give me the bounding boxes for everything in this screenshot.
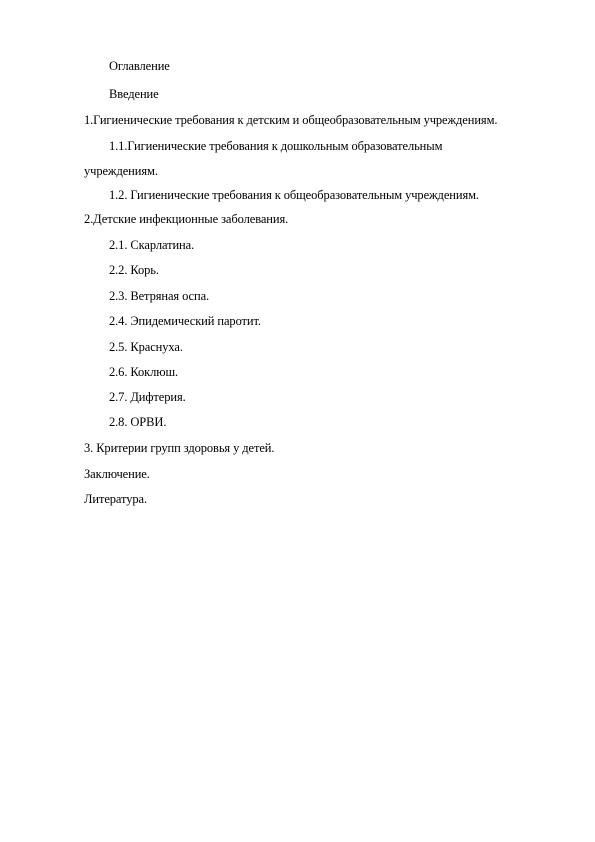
toc-item-2-2: 2.2. Корь. [109,263,159,277]
toc-item-2: 2.Детские инфекционные заболевания. [84,212,289,226]
toc-item-1-2: 1.2. Гигиенические требования к общеобразовательным учреждениям. [109,188,479,202]
toc-item-2-6: 2.6. Коклюш. [109,365,179,379]
toc-item-1: 1.Гигиенические требования к детским и общеобразовательным учреждениям. [84,113,498,127]
toc-item-2-7: 2.7. Дифтерия. [109,390,186,404]
toc-item-2-3: 2.3. Ветряная оспа. [109,289,210,303]
toc-item-3: 3. Критерии групп здоровья у детей. [84,441,275,455]
toc-item-2-8: 2.8. ОРВИ. [109,415,167,429]
toc-item-introduction: Введение [109,87,159,101]
toc-item-2-1: 2.1. Скарлатина. [109,238,195,252]
toc-heading: Оглавление [109,59,170,73]
toc-item-2-4: 2.4. Эпидемический паротит. [109,314,261,328]
toc-item-1-1-continued: учреждениям. [84,164,158,178]
toc-item-1-1: 1.1.Гигиенические требования к дошкольным образовательным [109,139,443,153]
toc-item-conclusion: Заключение. [84,467,150,481]
toc-item-literature: Литература. [84,492,148,506]
toc-item-2-5: 2.5. Краснуха. [109,340,183,354]
